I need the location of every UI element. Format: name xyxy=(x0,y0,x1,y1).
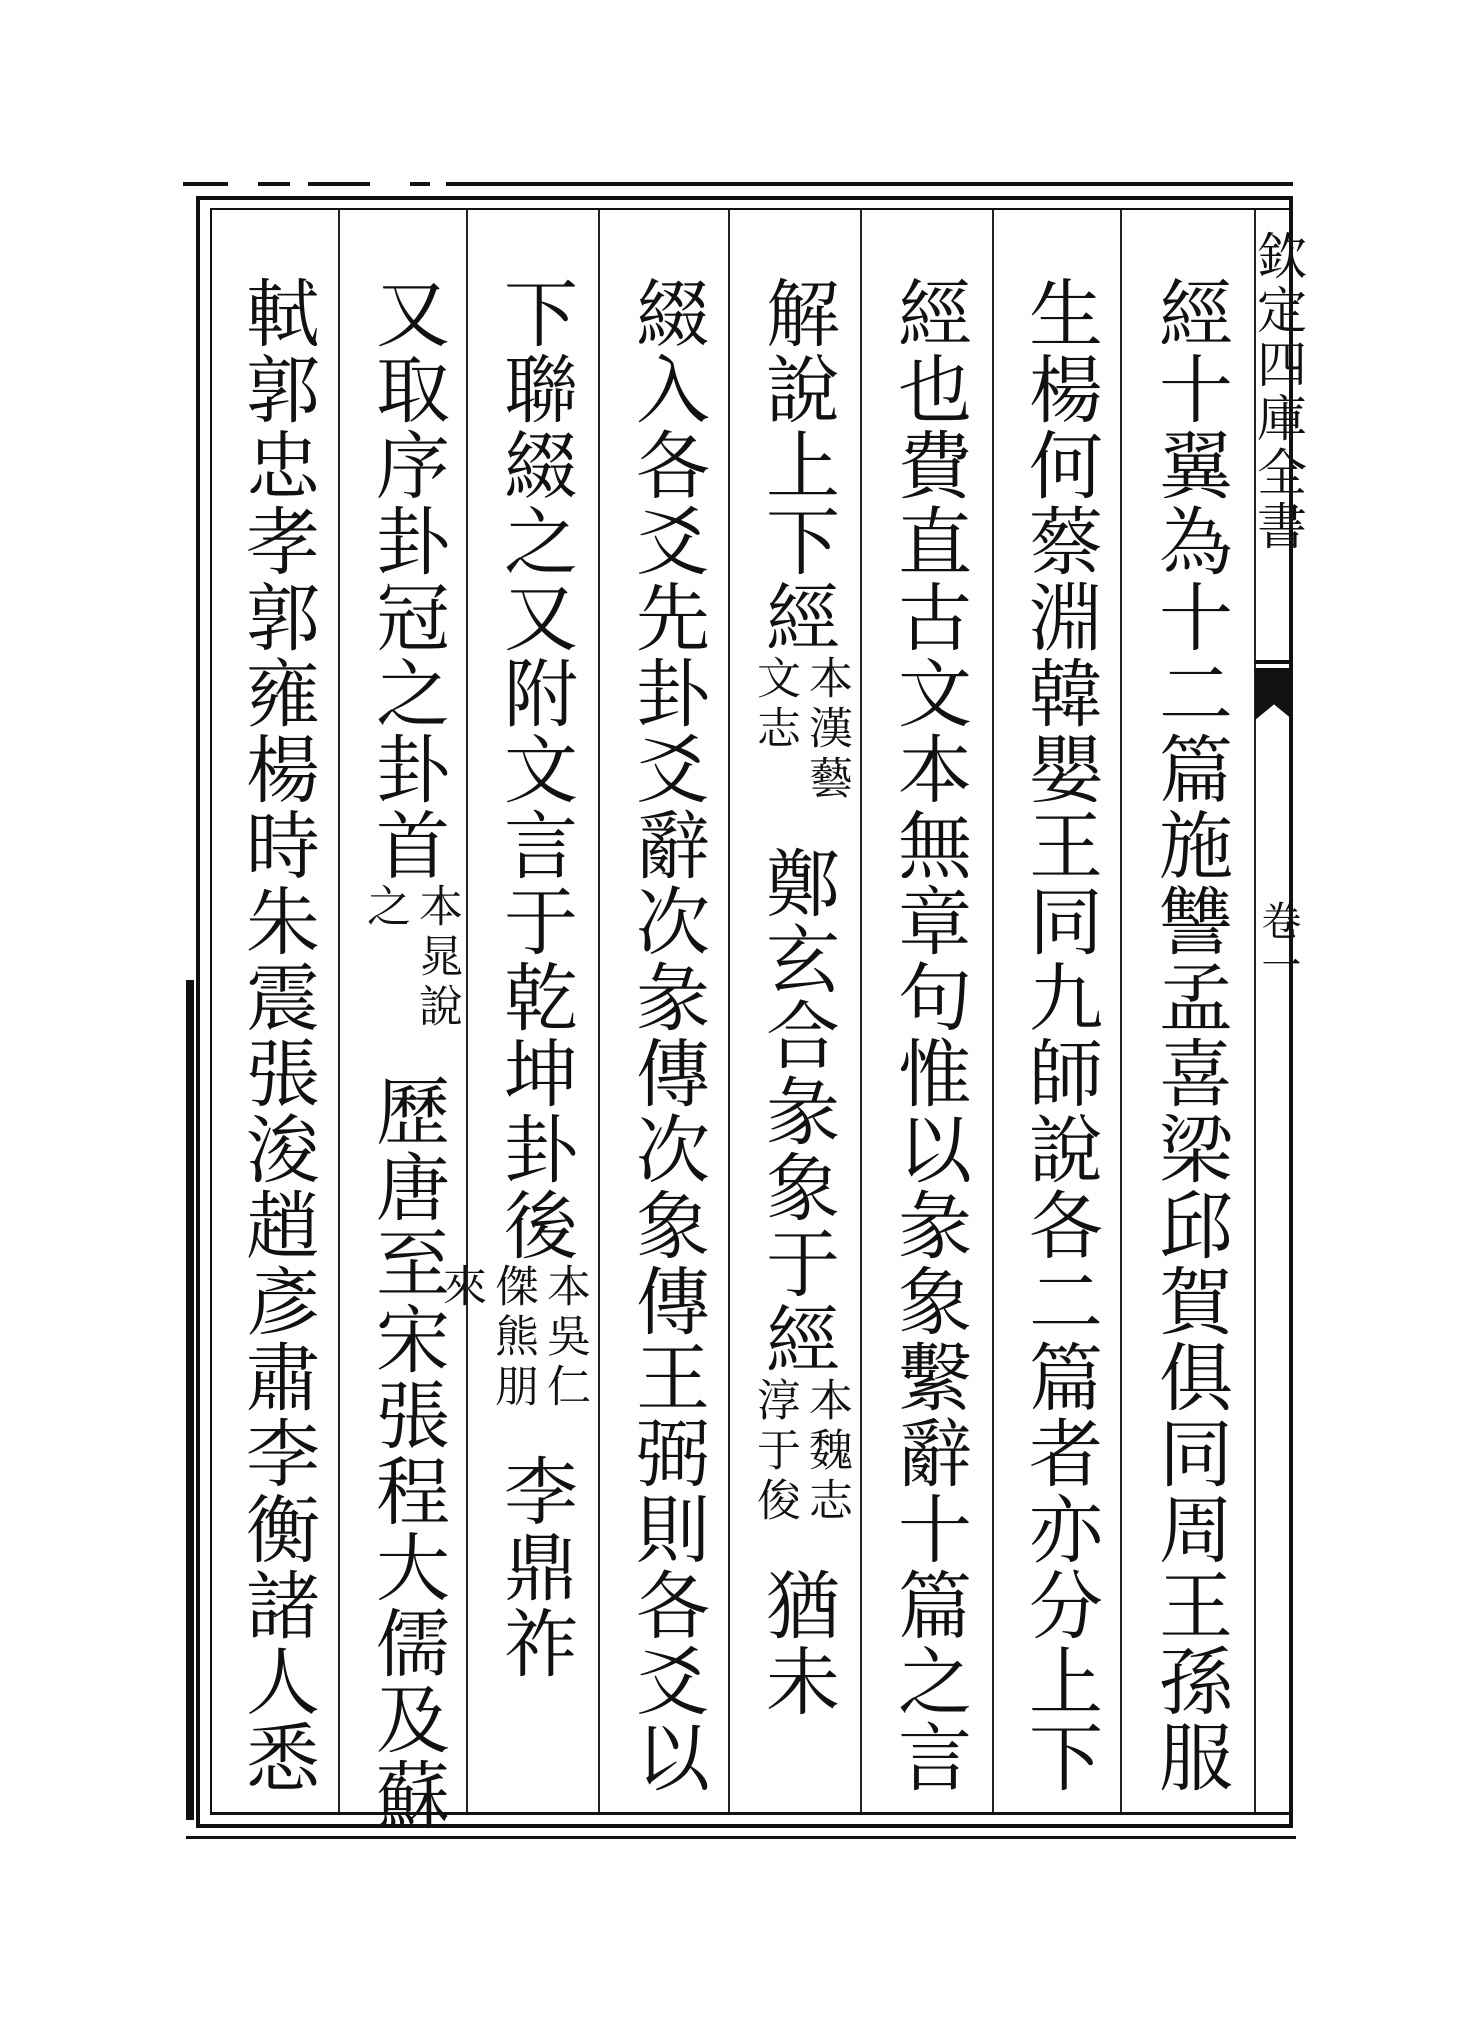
top-border-rule xyxy=(183,182,1293,186)
book-title: 欽定四庫全書 xyxy=(1249,230,1307,554)
column-text: 李鼎祚 xyxy=(492,1453,578,1681)
column-divider xyxy=(992,210,994,1812)
top-rule-gap xyxy=(430,176,446,190)
left-edge-bar xyxy=(186,980,194,1820)
top-rule-gap xyxy=(370,176,410,190)
column-text: 鄭玄合彖象于經 xyxy=(754,845,840,1377)
text-column-1: 經十翼為十二篇施讐孟喜梁邱賀俱同周王孫服 xyxy=(1147,275,1233,1795)
text-column-6 xyxy=(435,275,590,1681)
top-rule-gap xyxy=(290,176,308,190)
top-rule-gap xyxy=(228,176,258,190)
annotation-note: 本漢藝文志 xyxy=(749,655,852,805)
fishtail-rule xyxy=(1255,660,1293,664)
column-divider xyxy=(338,210,340,1812)
column-text: 解說上下經 xyxy=(754,275,840,655)
text-column-2: 生楊何蔡淵韓嬰王同九師說各二篇者亦分上下 xyxy=(1017,275,1103,1795)
text-column-3: 經也費直古文本無章句惟以彖象繫辭十篇之言 xyxy=(886,275,972,1795)
bottom-border-rule xyxy=(186,1836,1296,1839)
column-text: 下聯綴之又附文言于乾坤卦後 xyxy=(492,275,578,1263)
volume-label: 卷一 xyxy=(1255,900,1301,988)
column-divider xyxy=(1120,210,1122,1812)
annotation-note: 本吳仁傑熊朋來 xyxy=(435,1263,590,1413)
column-divider xyxy=(728,210,730,1812)
text-column-4 xyxy=(742,275,852,1719)
annotation-note: 本魏志淳于俊 xyxy=(749,1377,852,1527)
text-column-8: 軾郭忠孝郭雍楊時朱震張浚趙彥肅李衡諸人悉 xyxy=(234,275,320,1795)
column-divider xyxy=(598,210,600,1812)
text-column-7 xyxy=(352,275,462,1833)
column-text: 又取序卦冠之卦首 xyxy=(364,275,450,883)
text-column-5: 綴入各爻先卦爻辭次彖傳次象傳王弼則各爻以 xyxy=(624,275,710,1795)
column-divider xyxy=(860,210,862,1812)
column-text: 歷唐至宋張程大儒及蘇 xyxy=(364,1073,450,1833)
column-text: 猶未 xyxy=(754,1567,840,1719)
annotation-note: 本晁說之 xyxy=(359,883,462,1033)
